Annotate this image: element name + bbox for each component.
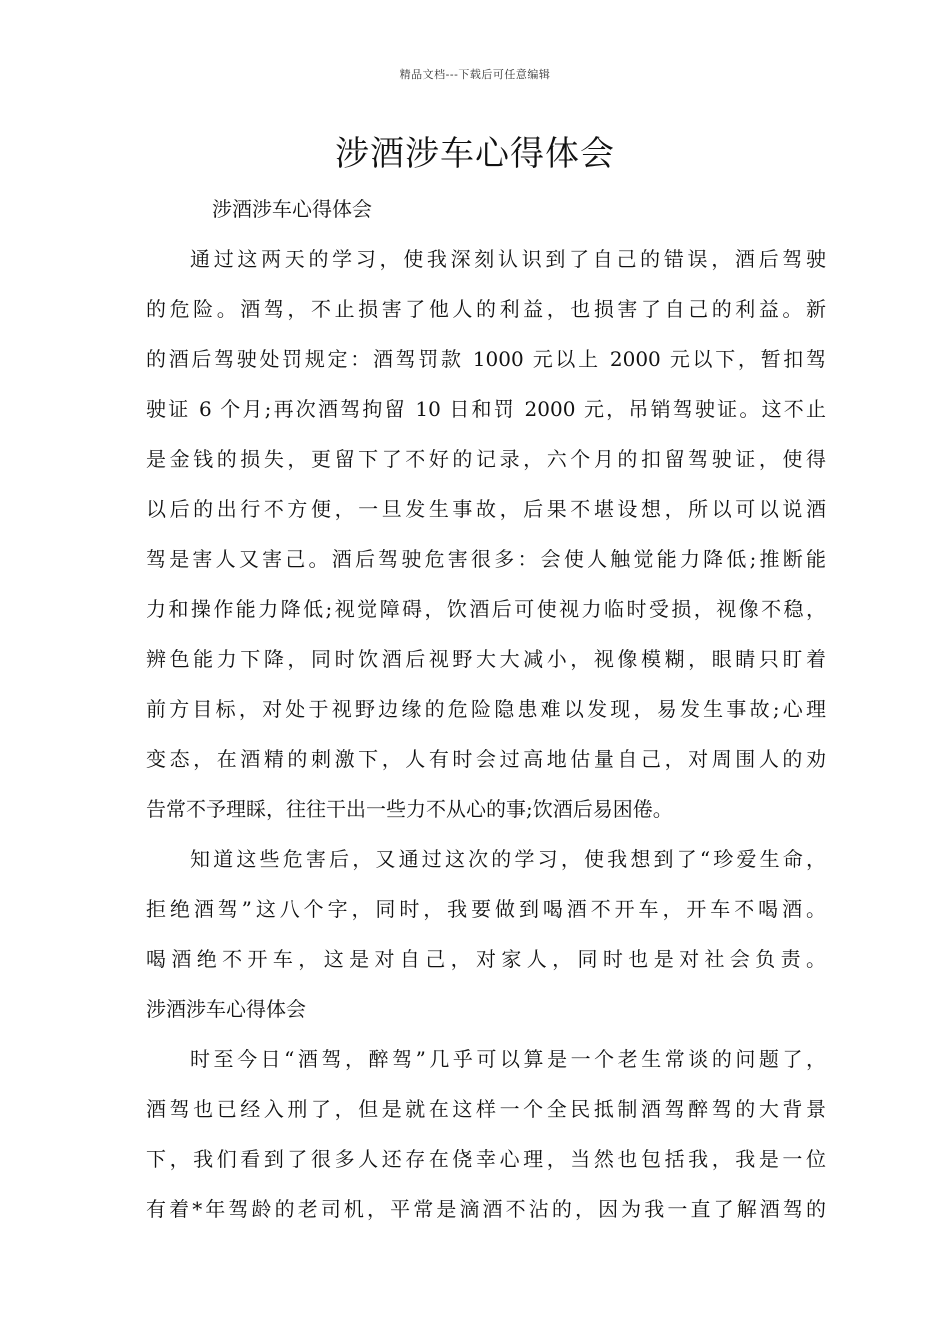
subtitle-line: 涉酒涉车心得体会: [212, 197, 372, 221]
paragraph-line: 力和操作能力降低;视觉障碍，饮酒后可使视力临时受损，视像不稳，: [146, 597, 826, 621]
paragraph-line: 前方目标，对处于视野边缘的危险隐患难以发现，易发生事故;心理: [146, 697, 826, 721]
paragraph-line: 通过这两天的学习，使我深刻认识到了自己的错误，酒后驾驶: [190, 247, 826, 271]
paragraph-line: 辨色能力下降，同时饮酒后视野大大减小，视像模糊，眼睛只盯着: [146, 647, 826, 671]
paragraph-line: 喝酒绝不开车，这是对自己，对家人，同时也是对社会负责。: [146, 947, 826, 971]
paragraph-line: 驾是害人又害己。酒后驾驶危害很多：会使人触觉能力降低;推断能: [146, 547, 826, 571]
paragraph-line: 有着*年驾龄的老司机，平常是滴酒不沾的，因为我一直了解酒驾的: [146, 1197, 826, 1221]
paragraph-line: 知道这些危害后，又通过这次的学习，使我想到了“珍爱生命，: [190, 847, 826, 871]
document-title: 涉酒涉车心得体会: [335, 134, 615, 174]
paragraph-line: 拒绝酒驾”这八个字，同时，我要做到喝酒不开车，开车不喝酒。: [146, 897, 826, 921]
header-note: 精品文档---下载后可任意编辑: [399, 68, 551, 81]
document-body: [146, 184, 826, 1234]
paragraph-line: 驶证 6 个月;再次酒驾拘留 10 日和罚 2000 元，吊销驾驶证。这不止: [146, 397, 826, 421]
paragraph-line: 告常不予理睬，往往干出一些力不从心的事;饮酒后易困倦。: [146, 797, 673, 821]
paragraph-line: 下，我们看到了很多人还存在侥幸心理，当然也包括我，我是一位: [146, 1147, 826, 1171]
paragraph-line: 酒驾也已经入刑了，但是就在这样一个全民抵制酒驾醉驾的大背景: [146, 1097, 826, 1121]
paragraph-line: 的危险。酒驾，不止损害了他人的利益，也损害了自己的利益。新: [146, 297, 826, 321]
paragraph-line: 时至今日“酒驾，醉驾”几乎可以算是一个老生常谈的问题了，: [190, 1047, 826, 1071]
section-heading-line: 涉酒涉车心得体会: [146, 997, 306, 1021]
paragraph-line: 的酒后驾驶处罚规定：酒驾罚款 1000 元以上 2000 元以下，暂扣驾: [146, 347, 826, 371]
paragraph-line: 以后的出行不方便，一旦发生事故，后果不堪设想，所以可以说酒: [146, 497, 826, 521]
paragraph-line: 是金钱的损失，更留下了不好的记录，六个月的扣留驾驶证，使得: [146, 447, 826, 471]
paragraph-line: 变态，在酒精的刺激下，人有时会过高地估量自己，对周围人的劝: [146, 747, 826, 771]
